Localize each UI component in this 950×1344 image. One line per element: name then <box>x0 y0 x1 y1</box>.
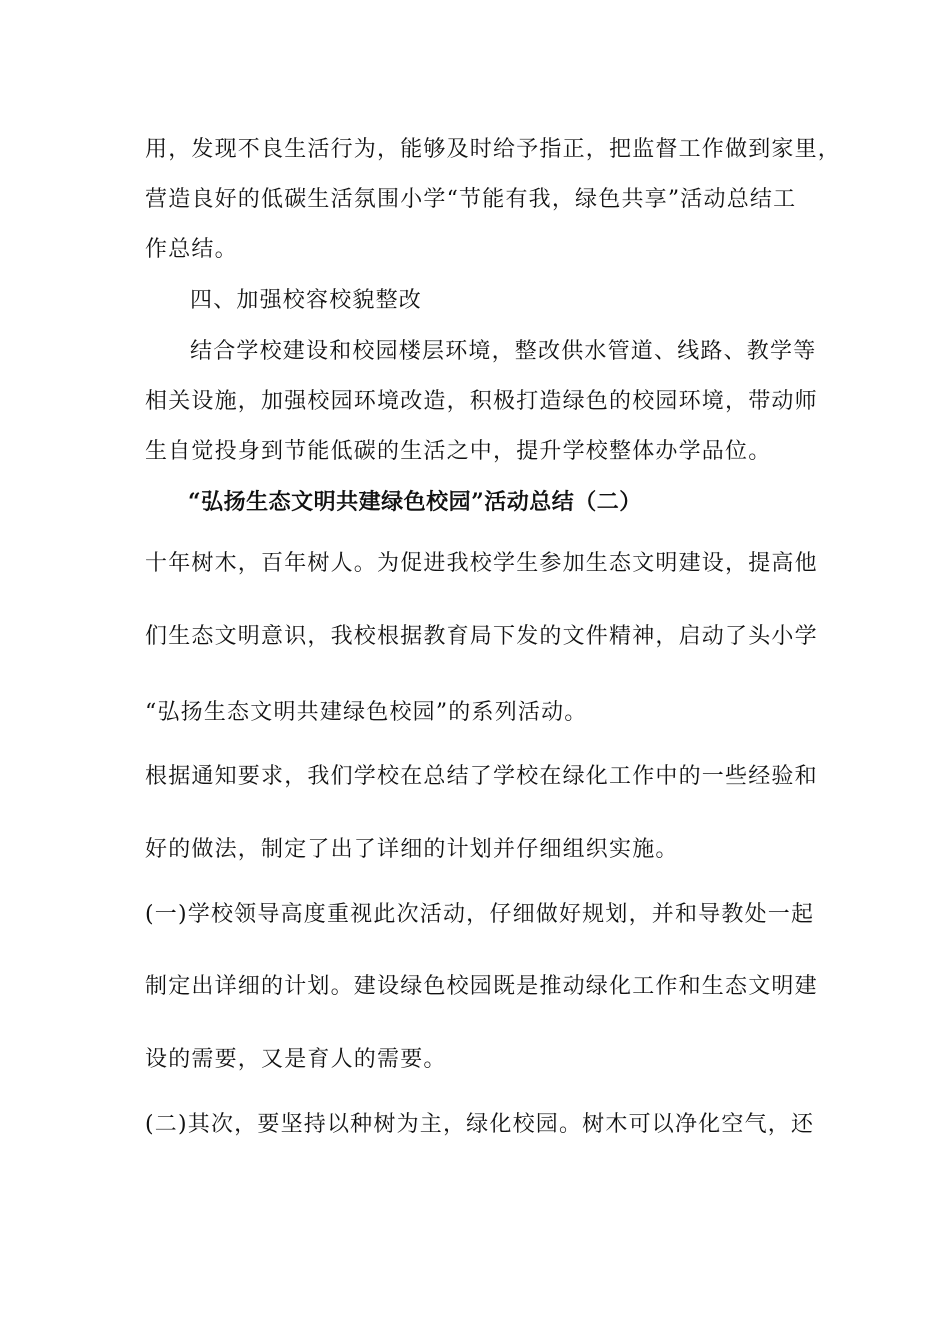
text-line: (二)其次，要坚持以种树为主，绿化校园。树木可以净化空气，还 <box>145 1112 815 1137</box>
text-line: 制定出详细的计划。建设绿色校园既是推动绿化工作和生态文明建 <box>145 974 818 999</box>
text-line: 根据通知要求，我们学校在总结了学校在绿化工作中的一些经验和 <box>145 764 818 789</box>
text-line: 作总结。 <box>145 237 238 262</box>
text-line: “弘扬生态文明共建绿色校园”的系列活动。 <box>145 700 588 725</box>
text-line: 们生态文明意识，我校根据教育局下发的文件精神，启动了头小学 <box>145 624 818 649</box>
text-line: 设的需要，又是育人的需要。 <box>145 1047 447 1072</box>
text-line: 营造良好的低碳生活氛围小学“节能有我，绿色共享”活动总结工 <box>145 187 797 212</box>
text-line: 用，发现不良生活行为，能够及时给予指正，把监督工作做到家里， <box>145 137 842 162</box>
text-line: 结合学校建设和校园楼层环境，整改供水管道、线路、教学等 <box>190 339 817 364</box>
article-title: “弘扬生态文明共建绿色校园”活动总结（二） <box>188 489 642 515</box>
section-heading: 四、加强校容校貌整改 <box>190 288 423 313</box>
text-line: (一)学校领导高度重视此次活动，仔细做好规划，并和导教处一起 <box>145 902 815 927</box>
text-line: 十年树木，百年树人。为促进我校学生参加生态文明建设，提高他 <box>145 551 818 576</box>
text-line: 相关设施，加强校园环境改造，积极打造绿色的校园环境，带动师 <box>145 389 818 414</box>
text-line: 生自觉投身到节能低碳的生活之中，提升学校整体办学品位。 <box>145 439 772 464</box>
text-line: 好的做法，制定了出了详细的计划并仔细组织实施。 <box>145 837 679 862</box>
